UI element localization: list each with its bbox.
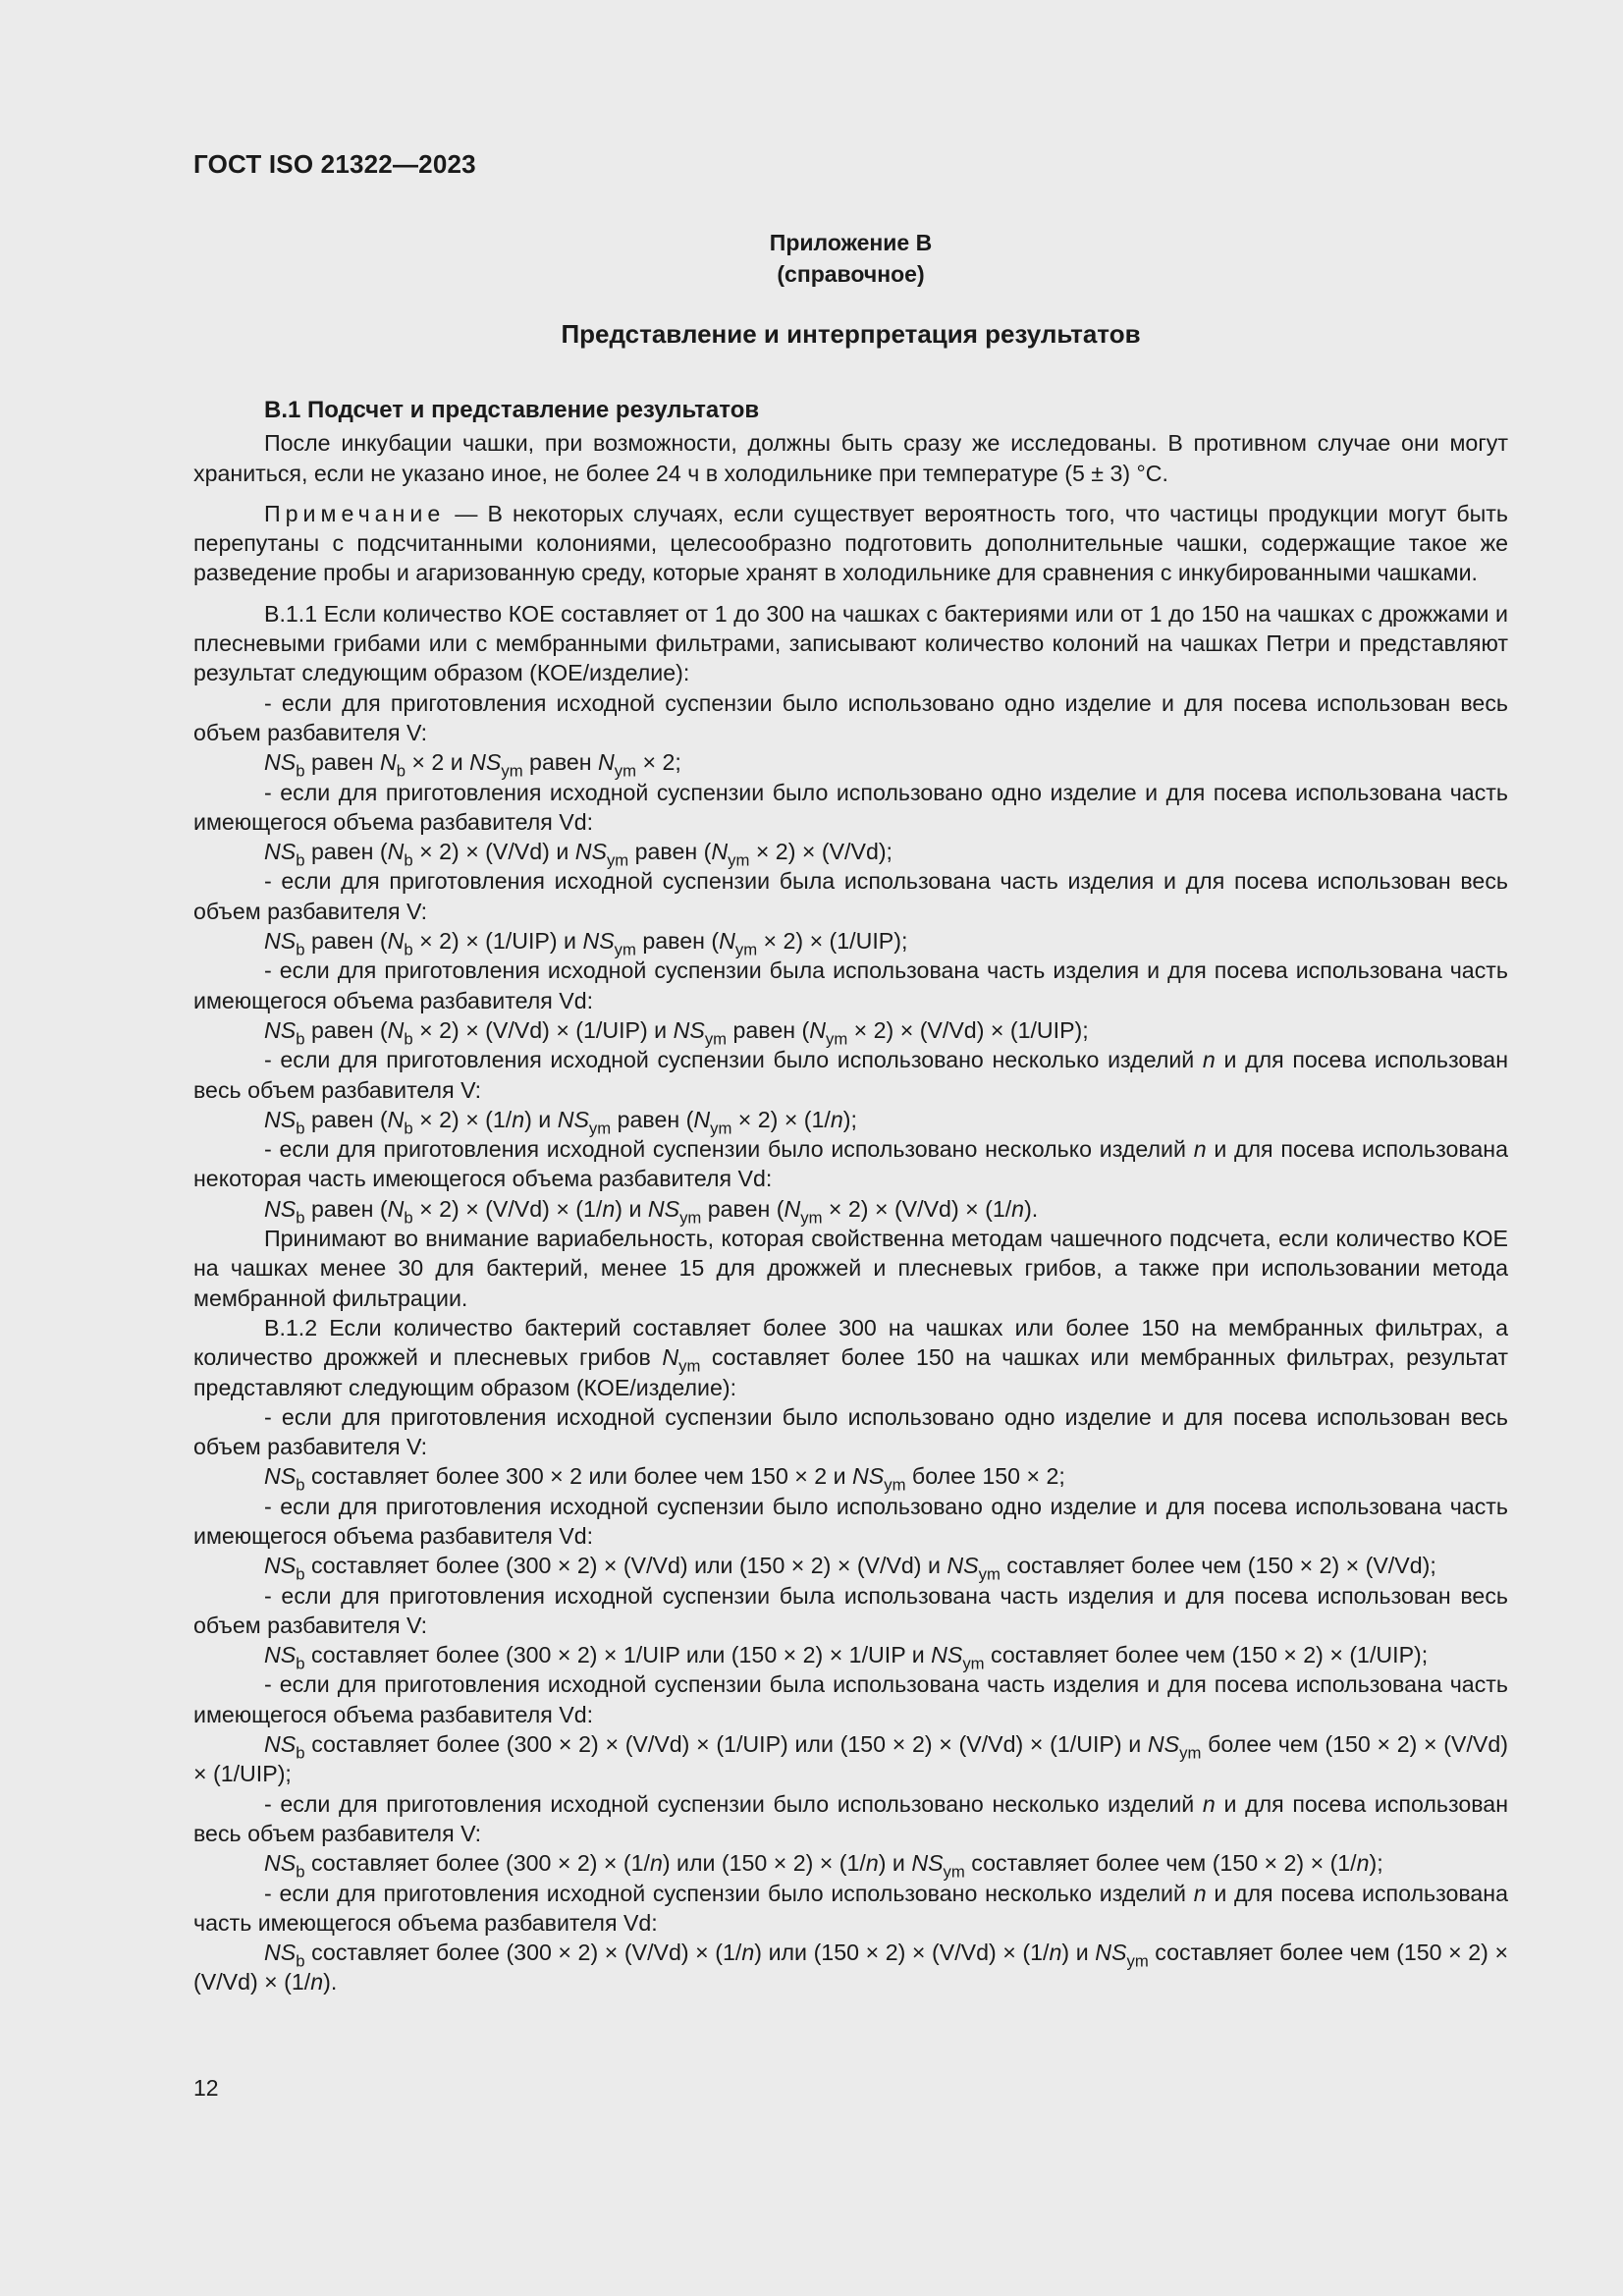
note: Примечание — В некоторых случаях, если существует вероятность того, что частицы продукции могут быть перепутаны с подсчитанными колониями, целесообразно подготовить дополнительные чашки, содержащие такое же разведение пробы и агаризованную среду, которые хранят в холодильнике для сравнения с инкубированными чашками.	[193, 500, 1508, 586]
formula: $NS_b$ составляет более (300 × 2) × (1/n) или (150 × 2) × (1/n) и $NS_{ym}$ составляет более чем (150 × 2) × (1/n);	[264, 1850, 1383, 1882]
formula: $NS_b$ равен $(N_b \times 2) \times (V/Vd) \times (1/UIP)$ и $NS_{ym}$ равен $(N_{ym} \times 2) \times (V/Vd) \times (1/UIP)$;	[264, 1016, 1089, 1049]
standard-header: ГОСТ ISO 21322—2023	[193, 149, 476, 179]
formula: $NS_b$ составляет более 300 × 2 или более чем 150 × 2 и $NS_{ym}$ более 150 × 2;	[264, 1463, 1065, 1495]
paragraph: После инкубации чашки, при возможности, должны быть сразу же исследованы. В противном случае они могут храниться, если не указано иное, не более 24 ч в холодильнике при температуре (5 ± 3) °С.	[193, 430, 1508, 486]
list-item: - если для приготовления исходной суспензии было использовано одно изделие и для посева использована часть имеющегося объема разбавителя Vd:	[193, 1493, 1508, 1549]
annex-title: Приложение В	[769, 230, 933, 255]
paragraph: Принимают во внимание вариабельность, которая свойственна методам чашечного подсчета, если количество КОЕ на чашках менее 30 для бактерий, менее 15 для дрожжей и плесневых грибов, а также при использовании метода мембранной фильтрации.	[193, 1226, 1508, 1311]
subsection-b-1-2: В.1.2 Если количество бактерий составляет более 300 на чашках или более 150 на мембранных фильтрах, а количество дрожжей и плесневых грибов $N_{ym}$ составляет более 150 на чашках или мембранных фильтрах, результат представляют следующим образом (КОЕ/изделие):	[193, 1314, 1509, 1400]
list-item: - если для приготовления исходной суспензии была использована часть изделия и для посева использована часть имеющегося объема разбавителя Vd:	[193, 957, 1508, 1013]
document-body	[193, 396, 1508, 1997]
formula: $NS_b$ составляет более (300 × 2) × (V/Vd) или (150 × 2) × (V/Vd) и $NS_{ym}$ составляет более чем (150 × 2) × (V/Vd);	[264, 1553, 1436, 1584]
page-number: 12	[193, 2075, 219, 2101]
formula: $NS_b$ равен $(N_b \times 2) \times (V/Vd)$ и $NS_{ym}$ равен $(N_{ym} \times 2) \times (V/Vd)$;	[264, 839, 893, 870]
list-item: - если для приготовления исходной суспензии было использовано одно изделие и для посева использован весь объем разбавителя V:	[193, 689, 1508, 745]
formula: $NS_b$ составляет более (300 × 2) × (V/Vd) × (1/UIP) или (150 × 2) × (V/Vd) × (1/UIP) и $NS_{ym}$ более чем (150 × 2) × (V/Vd) × (1/UIP);	[193, 1731, 1508, 1787]
list-item: - если для приготовления исходной суспензии была использована часть изделия и для посева использована часть имеющегося объема разбавителя Vd:	[193, 1671, 1508, 1727]
list-item: - если для приготовления исходной суспензии было использовано одно изделие и для посева использована часть имеющегося объема разбавителя Vd:	[193, 779, 1508, 835]
formula: $NS_b$ составляет более (300 × 2) × 1/UIP или (150 × 2) × 1/UIP и $NS_{ym}$ составляет более чем (150 × 2) × (1/UIP);	[264, 1642, 1429, 1673]
list-item: - если для приготовления исходной суспензии было использовано несколько изделий n и для посева использована часть имеющегося объема разбавителя Vd:	[193, 1880, 1508, 1936]
list-item: - если для приготовления исходной суспензии была использована часть изделия и для посева использован весь объем разбавителя V:	[193, 868, 1508, 924]
list-item: - если для приготовления исходной суспензии было использовано одно изделие и для посева использован весь объем разбавителя V:	[193, 1403, 1508, 1460]
section-heading: В.1 Подсчет и представление результатов	[264, 397, 760, 423]
main-title: Представление и интерпретация результатов	[561, 319, 1141, 349]
list-item: - если для приготовления исходной суспензии было использовано несколько изделий n и для посева использован весь объем разбавителя V:	[193, 1790, 1508, 1846]
list-item: - если для приготовления исходной суспензии было использовано несколько изделий n и для посева использован весь объем разбавителя V:	[193, 1047, 1508, 1103]
list-item: - если для приготовления исходной суспензии была использована часть изделия и для посева использован весь объем разбавителя V:	[193, 1582, 1508, 1638]
formula: $NS_b$ равен $(N_b \times 2) \times (1/n)$ и $NS_{ym}$ равен $(N_{ym} \times 2) \times (1/n)$;	[264, 1106, 857, 1138]
subsection-b-1-1: В.1.1 Если количество КОЕ составляет от 1 до 300 на чашках с бактериями или от 1 до 150 на чашках с дрожжами и плесневыми грибами или с мембранными фильтрами, записывают количество колоний на чашках Петри и представляют результат следующим образом (КОЕ/изделие):	[193, 600, 1508, 686]
list-item: - если для приготовления исходной суспензии было использовано несколько изделий n и для посева использована некоторая часть имеющегося объема разбавителя Vd:	[193, 1136, 1508, 1192]
annex-heading	[193, 227, 1508, 290]
formula: $NS_b$ составляет более (300 × 2) × (V/Vd) × (1/n) или (150 × 2) × (V/Vd) × (1/n) и $NS_{ym}$ составляет более чем (150 × 2) × (V/Vd) × (1/n).	[193, 1940, 1509, 1995]
formula: $NS_b$ равен $N_b \times 2$ и $NS_{ym}$ равен $N_{ym} \times 2$;	[264, 749, 681, 781]
annex-subtitle: (справочное)	[777, 261, 925, 287]
formula: $NS_b$ равен $(N_b \times 2) \times (1/UIP)$ и $NS_{ym}$ равен $(N_{ym} \times 2) \times (1/UIP)$;	[264, 928, 908, 959]
formula: $NS_b$ равен $(N_b \times 2) \times (V/Vd) \times (1/n)$ и $NS_{ym}$ равен $(N_{ym} \times 2) \times (V/Vd) \times (1/n)$.	[264, 1195, 1039, 1228]
